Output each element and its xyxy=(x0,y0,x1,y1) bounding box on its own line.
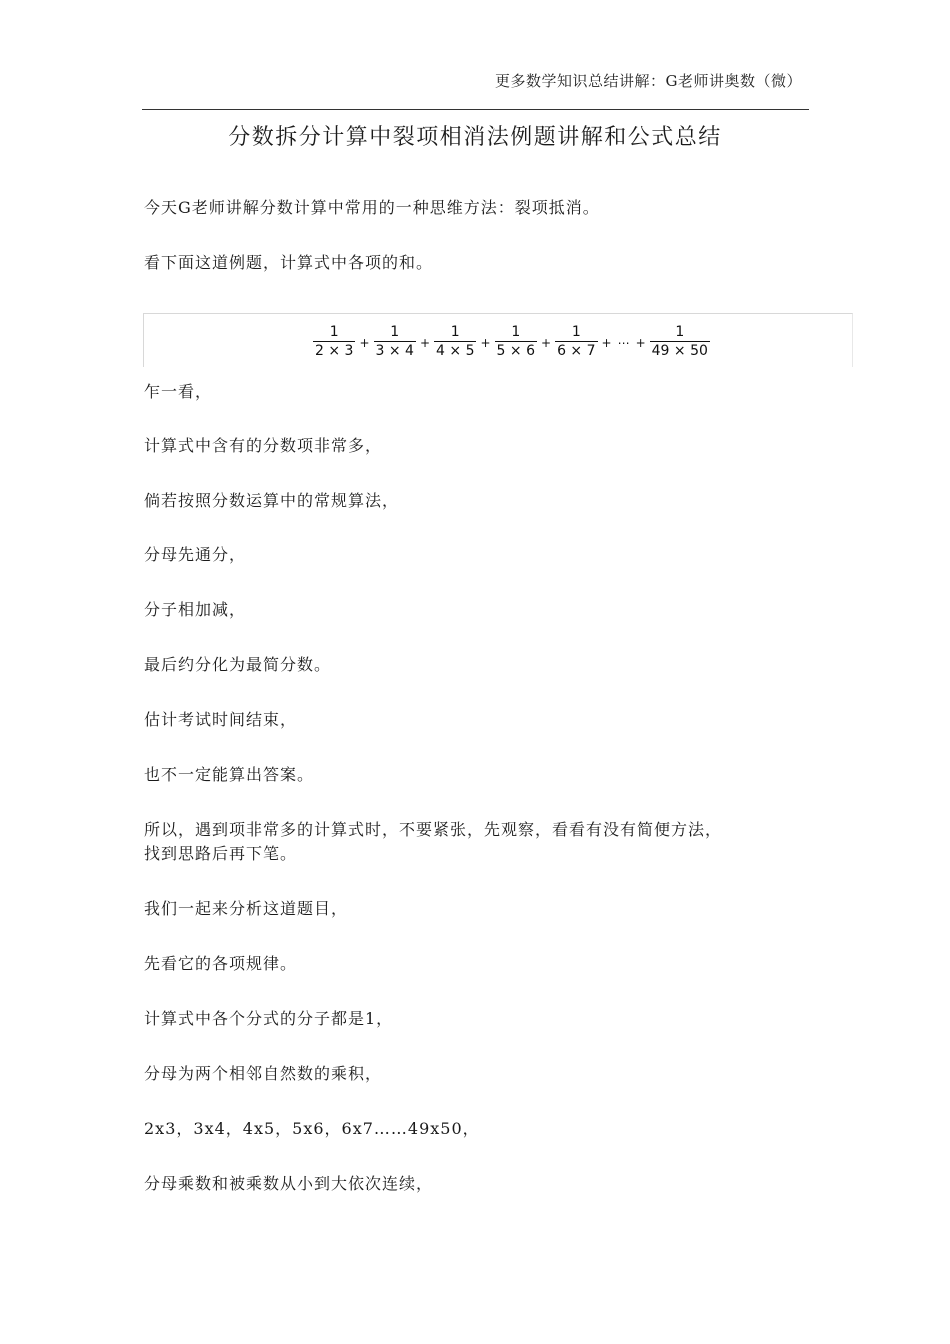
fraction-denominator: 3 × 4 xyxy=(375,343,414,359)
plus-sign: + xyxy=(635,336,646,350)
paragraph-line: 计算式中含有的分数项非常多， xyxy=(144,436,383,455)
paragraph-line: 找到思路后再下笔。 xyxy=(144,844,298,863)
fraction-numerator: 1 xyxy=(675,324,685,340)
fraction-term xyxy=(374,324,416,360)
plus-sign: + xyxy=(419,336,431,350)
paragraph-line: 估计考试时间结束， xyxy=(144,710,298,729)
plus-sign: + xyxy=(601,336,612,350)
paragraph-line: 2x3，3x4，4x5，5x6，6x7……49x50， xyxy=(144,1119,480,1138)
paragraph-line: 最后约分化为最简分数。 xyxy=(144,655,332,674)
fraction-term xyxy=(495,324,537,360)
fraction-numerator: 1 xyxy=(450,324,460,340)
fraction-denominator: 4 × 5 xyxy=(436,343,475,359)
ellipsis: ⋯ xyxy=(617,336,630,350)
fraction-numerator: 1 xyxy=(329,324,339,340)
header-note: 更多数学知识总结讲解：G老师讲奥数（微） xyxy=(495,72,802,90)
paragraph-line: 分母为两个相邻自然数的乘积， xyxy=(144,1064,383,1083)
fraction-denominator: 49 × 50 xyxy=(651,343,708,359)
header-divider xyxy=(142,109,809,110)
paragraph-line: 分母乘数和被乘数从小到大依次连续， xyxy=(144,1174,434,1193)
paragraph-line: 也不一定能算出答案。 xyxy=(144,765,315,784)
paragraph-line: 分子相加减， xyxy=(144,600,247,619)
fraction-numerator: 1 xyxy=(390,324,400,340)
plus-sign: + xyxy=(541,336,552,350)
paragraph-example: 看下面这道例题，计算式中各项的和。 xyxy=(144,253,434,272)
paragraph-line: 我们一起来分析这道题目， xyxy=(144,899,349,918)
paragraph-intro: 今天G老师讲解分数计算中常用的一种思维方法：裂项抵消。 xyxy=(144,198,600,217)
paragraph-line: 倘若按照分数运算中的常规算法， xyxy=(144,491,400,510)
plus-sign: + xyxy=(359,336,370,350)
page-title: 分数拆分计算中裂项相消法例题讲解和公式总结 xyxy=(228,125,722,150)
fraction-denominator: 6 × 7 xyxy=(557,343,596,359)
formula-expression xyxy=(312,320,711,364)
fraction-term xyxy=(650,324,710,360)
fraction-term xyxy=(555,324,597,360)
fraction-denominator: 2 × 3 xyxy=(315,343,354,359)
paragraph-line: 分母先通分， xyxy=(144,545,247,564)
paragraph-line: 先看它的各项规律。 xyxy=(144,954,298,973)
fraction-term xyxy=(434,324,476,360)
paragraph-line: 计算式中各个分式的分子都是1， xyxy=(144,1009,394,1028)
paragraph-line: 所以，遇到项非常多的计算式时，不要紧张，先观察，看看有没有简便方法， xyxy=(144,820,723,839)
fraction-term xyxy=(313,324,355,360)
fraction-numerator: 1 xyxy=(511,324,521,340)
paragraph-line: 乍一看， xyxy=(144,382,213,401)
fraction-denominator: 5 × 6 xyxy=(496,343,535,359)
fraction-numerator: 1 xyxy=(571,324,581,340)
plus-sign: + xyxy=(480,336,491,350)
